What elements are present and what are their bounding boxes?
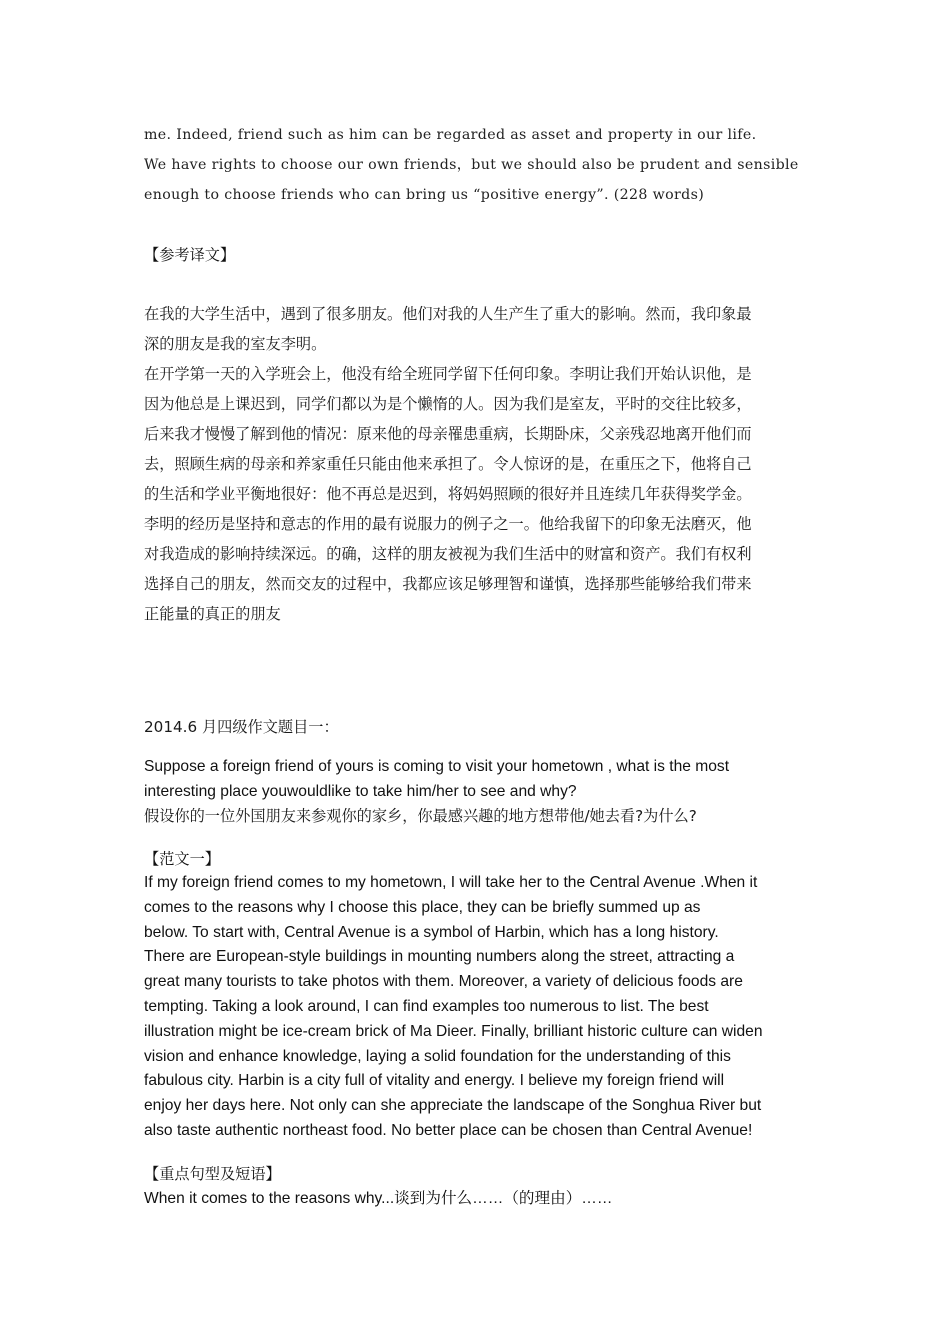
sample-line: fabulous city. Harbin is a city full of vitality and energy. I believe my foreign friend will [144,1072,725,1090]
translation-line: 后来我才慢慢了解到他的情况：原来他的母亲罹患重病，长期卧床，父亲残忍地离开他们而 [144,425,752,443]
translation-line: 因为他总是上课迟到，同学们都以为是个懒惰的人。因为我们是室友，平时的交往比较多， [144,395,752,413]
sample-heading: 【范文一】 [144,850,220,868]
essay-ending [144,120,799,210]
translation-line: 选择自己的朋友，然而交友的过程中，我都应该足够理智和谨慎，选择那些能够给我们带来 [144,575,752,593]
sample-line: great many tourists to take photos with them. Moreover, a variety of delicious foods are [144,973,743,991]
translation-line: 在我的大学生活中，遇到了很多朋友。他们对我的人生产生了重大的影响。然而，我印象最 [144,305,752,323]
topic-line: interesting place youwouldlike to take him/her to see and why? [144,782,577,800]
sample-line: There are European-style buildings in mounting numbers along the street, attracting a [144,948,735,966]
sample-line: also taste authentic northeast food. No better place can be chosen than Central Avenue! [144,1121,753,1139]
topic-prompt [144,755,729,805]
phrase-line: When it comes to the reasons why...谈到为什么……（的理由）…… [144,1190,613,1207]
essay-line: enough to choose friends who can bring us “positive energy”. (228 words) [144,187,705,203]
translation-line: 在开学第一天的入学班会上，他没有给全班同学留下任何印象。李明让我们开始认识他，是 [144,365,752,383]
phrase-list [144,1187,613,1212]
phrases-heading: 【重点句型及短语】 [144,1165,281,1183]
translation-line: 去，照顾生病的母亲和养家重任只能由他来承担了。令人惊讶的是，在重压之下，他将自己 [144,455,752,473]
sample-line: below. To start with, Central Avenue is a symbol of Harbin, which has a long history. [144,923,719,941]
sample-line: vision and enhance knowledge, laying a solid foundation for the understanding of this [144,1047,731,1065]
sample-line: If my foreign friend comes to my hometown, I will take her to the Central Avenue .When it [144,874,758,891]
translation-text [144,299,752,629]
topic-prompt-chinese: 假设你的一位外国朋友来参观你的家乡，你最感兴趣的地方想带他/她去看?为什么? [144,807,697,825]
sample-essay [144,871,763,1144]
essay-line: We have rights to choose our own friends，but we should also be prudent and sensible [144,157,799,173]
topic-title: 2014.6 月四级作文题目一： [144,718,339,736]
sample-line: tempting. Taking a look around, I can find examples too numerous to list. The best [144,997,709,1015]
translation-line: 李明的经历是坚持和意志的作用的最有说服力的例子之一。他给我留下的印象无法磨灭，他 [144,515,752,533]
sample-line: comes to the reasons why I choose this place, they can be briefly summed up as [144,898,701,916]
translation-line: 的生活和学业平衡地很好：他不再总是迟到，将妈妈照顾的很好并且连续几年获得奖学金。 [144,485,752,503]
essay-line: me. Indeed, friend such as him can be regarded as asset and property in our life. [144,127,757,143]
sample-line: enjoy her days here. Not only can she appreciate the landscape of the Songhua River but [144,1097,762,1115]
sample-line: illustration might be ice-cream brick of Ma Dieer. Finally, brilliant historic culture can widen [144,1022,763,1040]
translation-line: 深的朋友是我的室友李明。 [144,335,327,353]
translation-line: 对我造成的影响持续深远。的确，这样的朋友被视为我们生活中的财富和资产。我们有权利 [144,545,752,563]
topic-line: Suppose a foreign friend of yours is coming to visit your hometown , what is the most [144,758,730,775]
translation-line: 正能量的真正的朋友 [144,605,281,623]
translation-heading: 【参考译文】 [144,246,236,264]
